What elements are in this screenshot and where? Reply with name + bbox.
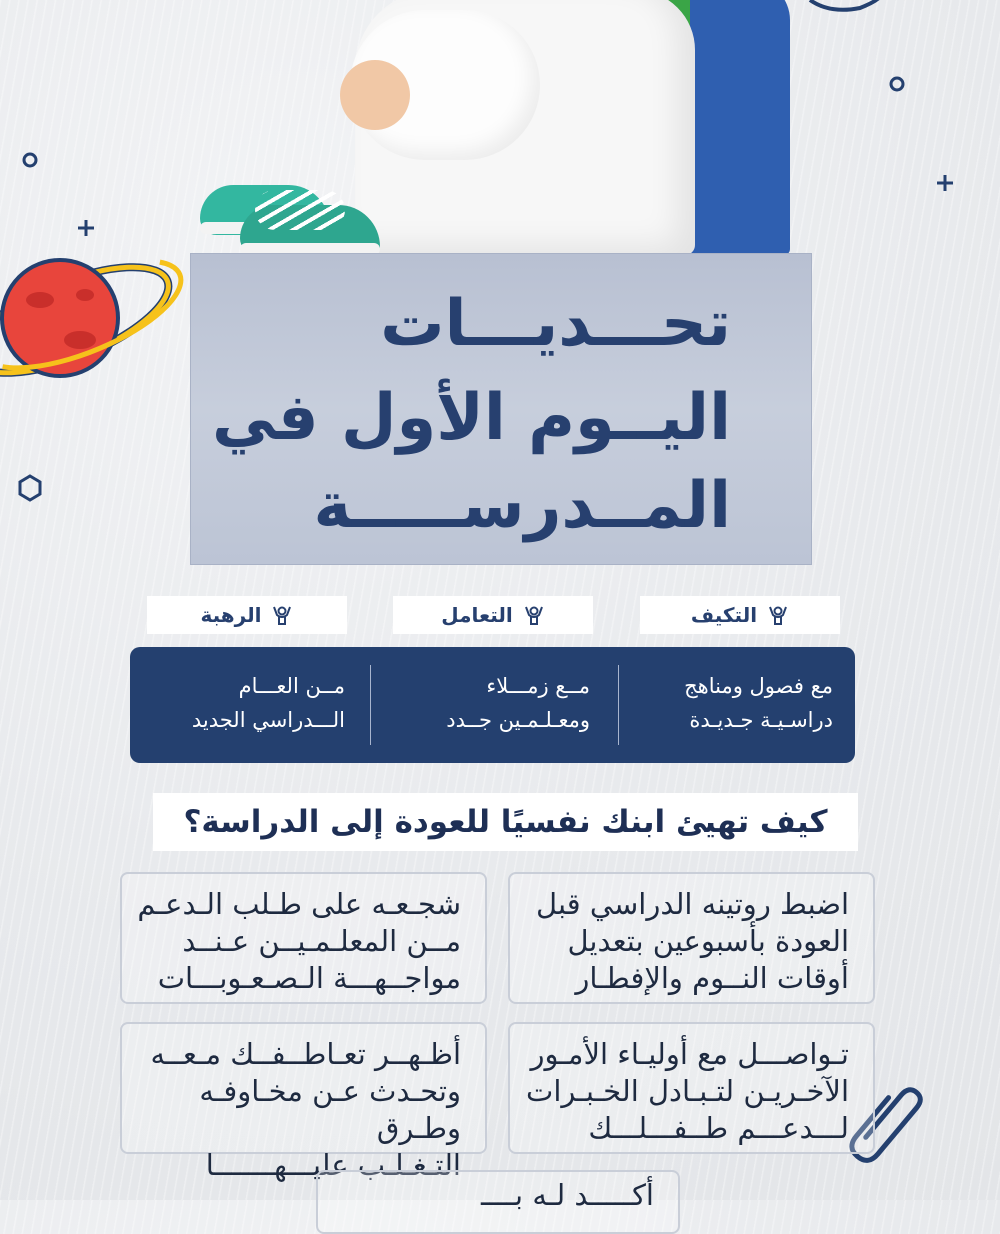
hexagon-decor [20,476,40,500]
figure-icon [767,604,789,626]
divider [618,665,619,745]
bar-text: مــن العـــام [238,674,345,698]
tag-label: التعامل [441,603,513,627]
title-line-3: المــدرســـــة [313,469,731,543]
figure-icon [523,604,545,626]
bar-cell-awe [120,669,345,737]
bar-text: الـــدراسي الجديد [191,708,345,732]
bar-text: مــع زمـــلاء [486,674,590,698]
child-photo [200,0,800,255]
hands [340,60,410,130]
title-panel [190,253,812,565]
tip-communicate [508,1022,875,1154]
bar-text: ومعـلـمـين جــدد [446,708,590,732]
cloud-decor [810,0,882,10]
bar-cell-dealing [365,669,590,737]
figure-icon [271,604,293,626]
tip-text: أكـــــد لـه بــــ [481,1178,654,1212]
challenges-bar [130,647,855,763]
plus-decor [937,175,953,191]
plus-decor [78,220,94,236]
small-circle-decor [24,154,36,166]
tip-text: أظـهــر تعـاطــفــك مـعــه وتحـدث عـن مخـاوفـه وطـرق التـغـلـب عليـــهـــــــا [150,1037,461,1182]
tag-adaptation [640,596,840,634]
tip-text: اضبط روتينه الدراسي قبل العودة بأسبوعين بتعديل أوقات النــوم والإفطـار [536,887,849,995]
bar-cell-adaptation [608,669,833,737]
tag-label: التكيف [690,603,758,627]
section-heading: كيف تهيئ ابنك نفسيًا للعودة إلى الدراسة؟ [153,793,858,851]
tag-label: الرهبة [200,603,262,627]
tip-routine [508,872,875,1004]
shoelaces [255,190,345,230]
tag-awe [147,596,347,634]
tag-dealing [393,596,593,634]
tip-partial [316,1170,680,1234]
tip-text: شجـعـه على طـلب الـدعـم مــن المعلـمـيــن عـنــد مواجــهـــة الـصـعـوبـــات [137,887,461,995]
title-line-2: اليــوم الأول في [212,381,731,455]
small-circle-decor [891,78,903,90]
tip-text: تـواصـــل مع أوليـاء الأمـور الآخـريـن لتـبـادل الخـبـرات لـــدعـــم طــفـــلـــك [526,1037,849,1145]
bar-text: دراسـيـة جـديـدة [689,708,833,732]
tip-empathy [120,1022,487,1182]
title-line-1: تحـــديـــات [380,287,731,361]
bar-text: مع فصول ومناهج [684,674,833,698]
tip-support [120,872,487,1004]
planet-icon [0,245,194,394]
divider [370,665,371,745]
